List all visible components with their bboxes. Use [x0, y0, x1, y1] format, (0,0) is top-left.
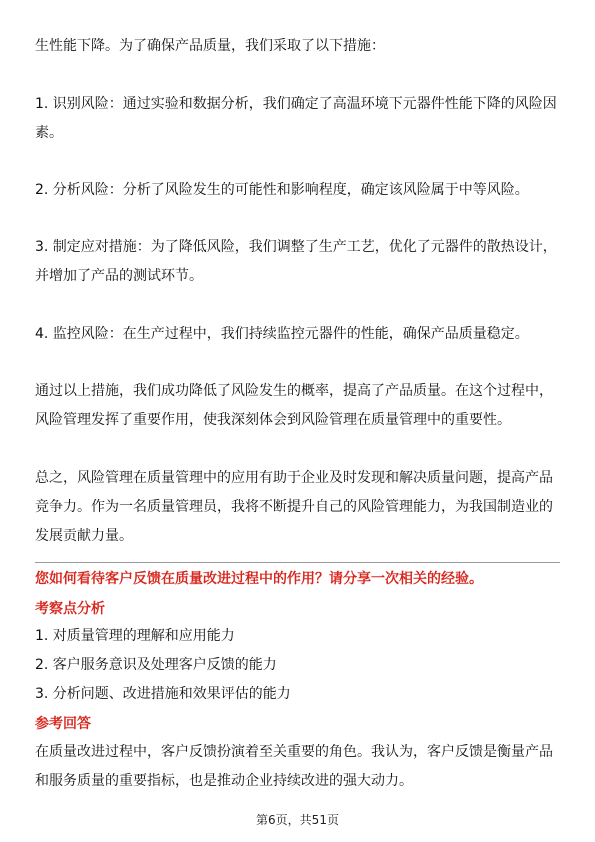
analysis-item: 3. 分析问题、改进措施和效果评估的能力	[35, 686, 291, 702]
paragraph-intro: 生性能下降。为了确保产品质量，我们采取了以下措施：	[35, 38, 385, 54]
paragraph-step-2: 2. 分析风险：分析了风险发生的可能性和影响程度，确定该风险属于中等风险。	[35, 182, 529, 198]
paragraph-step-3: 3. 制定应对措施：为了降低风险，我们调整了生产工艺，优化了元器件的散热设计，并增加了产品的测试环节。	[35, 239, 557, 284]
analysis-item: 2. 客户服务意识及处理客户反馈的能力	[35, 657, 277, 673]
analysis-item: 1. 对质量管理的理解和应用能力	[35, 628, 235, 644]
section-divider	[35, 562, 560, 563]
analysis-heading: 考察点分析	[35, 601, 105, 617]
answer-text: 在质量改进过程中，客户反馈扮演着至关重要的角色。我认为，客户反馈是衡量产品和服务质量的重要指标，也是推动企业持续改进的强大动力。	[35, 744, 553, 789]
paragraph-conclusion: 总之，风险管理在质量管理中的应用有助于企业及时发现和解决质量问题，提高产品竞争力。作为一名质量管理员，我将不断提升自己的风险管理能力，为我国制造业的发展贡献力量。	[35, 470, 553, 544]
page-number: 第6页，共51页	[256, 813, 339, 827]
paragraph-result: 通过以上措施，我们成功降低了风险发生的概率，提高了产品质量。在这个过程中，风险管理发挥了重要作用，使我深刻体会到风险管理在质量管理中的重要性。	[35, 383, 553, 428]
answer-heading: 参考回答	[35, 716, 91, 732]
paragraph-step-4: 4. 监控风险：在生产过程中，我们持续监控元器件的性能，确保产品质量稳定。	[35, 326, 529, 342]
interview-question: 您如何看待客户反馈在质量改进过程中的作用？请分享一次相关的经验。	[35, 571, 483, 587]
paragraph-step-1: 1. 识别风险：通过实验和数据分析，我们确定了高温环境下元器件性能下降的风险因素。	[35, 96, 557, 141]
